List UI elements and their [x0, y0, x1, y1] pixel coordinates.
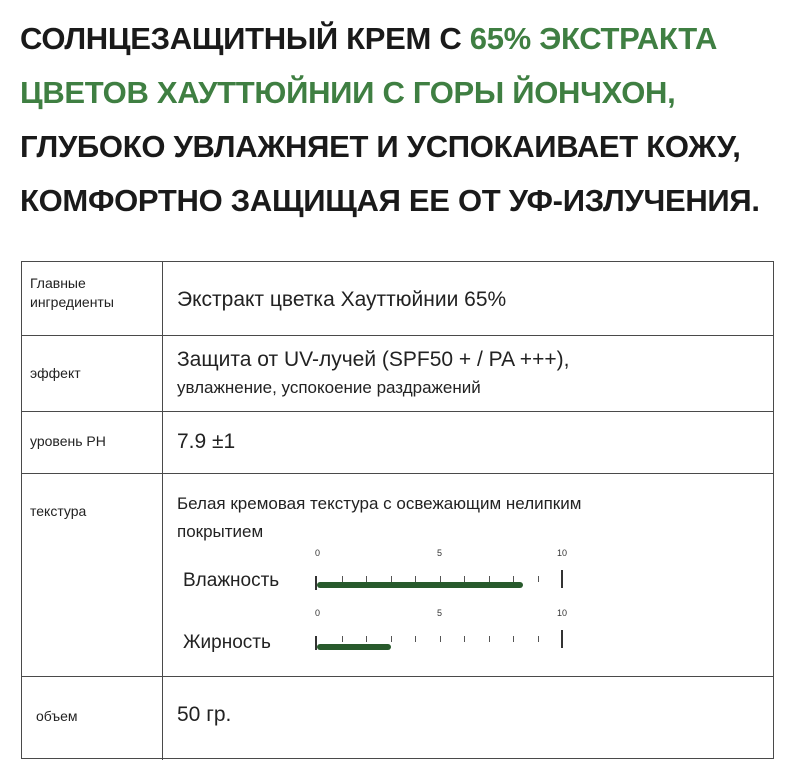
headline-line-2: ЦВЕТОВ ХАУТТЮЙНИИ С ГОРЫ ЙОНЧХОН, — [20, 75, 676, 110]
value-effect-line1: Защита от UV-лучей (SPF50 + / PA +++), — [177, 348, 570, 371]
value-ingredients: Экстракт цветка Хауттюйнии 65% — [177, 288, 507, 311]
scale-tick — [342, 636, 343, 642]
value-effect-line2: увлажнение, успокоение раздражений — [177, 378, 481, 397]
scale-tick — [489, 636, 490, 642]
headline-text-accent: 65% ЭКСТРАКТА — [469, 21, 718, 56]
moisture-scale — [177, 546, 597, 606]
value-texture-line1: Белая кремовая текстура с освежающим нелипким — [177, 494, 582, 513]
scale-tick — [440, 636, 441, 642]
scale-end-mark — [561, 630, 563, 648]
moisture-label: Влажность — [183, 570, 280, 591]
label-effect: эффект — [22, 336, 163, 411]
table-row-ph — [22, 412, 773, 474]
oiliness-scale — [177, 606, 597, 666]
scale-tick — [538, 636, 539, 642]
label-ingredients-line1: Главные — [30, 275, 86, 291]
scale-end-mark — [561, 570, 563, 588]
scale-label-min: 0 — [315, 548, 321, 558]
table-row-texture — [22, 474, 773, 677]
headline-line-3: ГЛУБОКО УВЛАЖНЯЕТ И УСПОКАИВАЕТ КОЖУ, — [20, 129, 741, 164]
value-volume: 50 гр. — [177, 703, 232, 726]
scale-tick — [391, 636, 392, 642]
scale-label-max: 10 — [557, 608, 568, 618]
scale-tick — [464, 636, 465, 642]
table-row-volume — [22, 677, 773, 760]
moisture-bar — [317, 582, 523, 588]
scale-label-max: 10 — [557, 548, 568, 558]
value-ph: 7.9 ±1 — [177, 430, 236, 453]
headline-line-4: КОМФОРТНО ЗАЩИЩАЯ ЕЕ ОТ УФ-ИЗЛУЧЕНИЯ. — [20, 183, 760, 218]
headline — [20, 12, 780, 228]
scale-tick — [538, 576, 539, 582]
label-volume: объем — [22, 677, 163, 760]
headline-text-part1: СОЛНЦЕЗАЩИТНЫЙ КРЕМ С — [20, 21, 470, 56]
spec-table — [21, 261, 774, 759]
value-texture-line2: покрытием — [177, 522, 264, 541]
scale-tick — [366, 636, 367, 642]
label-texture: текстура — [22, 474, 163, 676]
scale-label-min: 0 — [315, 608, 321, 618]
scale-tick — [513, 636, 514, 642]
label-ph: уровень PH — [22, 412, 163, 473]
oiliness-bar — [317, 644, 391, 650]
label-ingredients — [22, 262, 163, 335]
table-row-effect — [22, 336, 773, 412]
scale-label-mid: 5 — [437, 608, 443, 618]
label-ingredients-line2: ингредиенты — [30, 294, 114, 310]
headline-line-1 — [20, 12, 780, 66]
table-row-ingredients — [22, 262, 773, 336]
oiliness-label: Жирность — [183, 632, 271, 653]
scale-label-mid: 5 — [437, 548, 443, 558]
scale-tick — [415, 636, 416, 642]
